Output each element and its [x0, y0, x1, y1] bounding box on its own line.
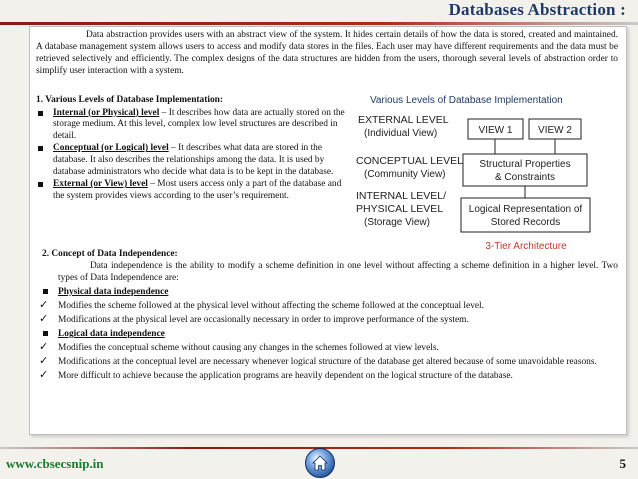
section-levels [36, 95, 348, 203]
home-button[interactable] [305, 448, 335, 478]
square-bullet-icon [43, 289, 48, 294]
section2-heading: 2. Concept of Data Independence: [42, 249, 178, 259]
diagram-svg [350, 92, 622, 257]
structural-line2: & Constraints [494, 172, 556, 183]
diagram-title: Various Levels of Database Implementation [370, 95, 563, 106]
conceptual-level-sub: (Community View) [364, 169, 446, 180]
list-item [36, 179, 348, 202]
term-conceptual: Conceptual (or Logical) level [53, 143, 169, 154]
term-internal: Internal (or Physical) level [53, 107, 160, 118]
list-item [36, 300, 618, 312]
list-item [36, 286, 618, 298]
internal-level-label1: INTERNAL LEVEL/ [356, 190, 447, 202]
checkmark-icon: ✓ [39, 312, 49, 325]
logical-independence-heading: Logical data independence [58, 329, 165, 339]
list-item [36, 143, 348, 178]
footer-link[interactable]: www.cbsecsnip.in [6, 456, 104, 471]
page-title: Databases Abstraction : [448, 0, 626, 19]
checkmark-icon: ✓ [39, 340, 49, 353]
physical-independence-heading: Physical data independence [58, 287, 169, 297]
intro-paragraph [36, 29, 618, 77]
section-data-independence [36, 248, 618, 382]
checkmark-icon: ✓ [39, 298, 49, 311]
desc-external: – Most users access only a part of the database and the system provides views according to the user’s requirement. [53, 179, 342, 201]
square-bullet-icon [38, 111, 43, 116]
term-external: External (or View) level [53, 179, 148, 190]
list-item-text: Modifications at the physical level are occasionally necessary in order to improve performance of the system. [58, 315, 469, 325]
list-item [36, 356, 618, 368]
list-item-text: Modifies the scheme followed at the physical level without affecting the scheme followed at the conceptual level. [58, 301, 484, 311]
intro-text: Data abstraction provides users with an abstract view of the system. It hides certain details of how the data is stored, created and maintained. A database management system allows users to access and modify data stores in the files. Each user may have different requirements and the data must be retrieved selectively and efficiently. The complex designs of the data structures are hidden from the users, thorough several levels of abstraction order to simplify user interaction with a system. [36, 30, 618, 76]
checkmark-icon: ✓ [39, 368, 49, 381]
internal-level-label2: PHYSICAL LEVEL [356, 203, 444, 215]
list-item [36, 314, 618, 326]
square-bullet-icon [38, 182, 43, 187]
view2-label: VIEW 2 [538, 125, 572, 136]
list-item-text: More difficult to achieve because the application programs are heavily dependent on the logical structure of the database. [58, 371, 513, 381]
list-item-text: Modifications at the conceptual level are necessary whenever logical structure of the database get altered because of some unavoidable reasons. [58, 357, 597, 367]
title-divider [0, 22, 638, 25]
home-icon [311, 454, 329, 472]
square-bullet-icon [38, 146, 43, 151]
structural-line1: Structural Properties [479, 159, 571, 170]
conceptual-level-label: CONCEPTUAL LEVEL [356, 155, 463, 167]
square-bullet-icon [43, 331, 48, 336]
list-item [36, 328, 618, 340]
section2-text: Data independence is the ability to modify a scheme definition in one level without affecting a scheme definition in a higher level. Two types of Data Independence are: [58, 261, 618, 283]
section1-heading: 1. Various Levels of Database Implementation: [36, 95, 223, 105]
three-tier-diagram [350, 92, 622, 257]
list-item-text: Modifies the conceptual scheme without causing any changes in the schemes followed at view levels. [58, 343, 439, 353]
diagram-caption: 3-Tier Architecture [485, 241, 567, 252]
logical-line1: Logical Representation of [468, 204, 583, 215]
desc-conceptual: – It describes what data are stored in the database. It also describes the relationships among the data. It is used by database administrators who decide what data is to be kept in the database. [53, 143, 334, 177]
external-level-sub: (Individual View) [364, 128, 438, 139]
checkmark-icon: ✓ [39, 354, 49, 367]
internal-level-sub: (Storage View) [364, 217, 430, 228]
list-item [36, 370, 618, 382]
list-item [36, 108, 348, 143]
section2-paragraph [36, 260, 618, 284]
external-level-label: EXTERNAL LEVEL [358, 114, 449, 126]
title-bar [0, 0, 638, 22]
view1-label: VIEW 1 [478, 125, 513, 136]
desc-internal: – It describes how data are actually stored on the storage medium. At this level, complex low level structures are described in detail. [53, 107, 345, 141]
list-item [36, 342, 618, 354]
logical-line2: Stored Records [490, 217, 561, 228]
page-number: 5 [619, 456, 626, 471]
